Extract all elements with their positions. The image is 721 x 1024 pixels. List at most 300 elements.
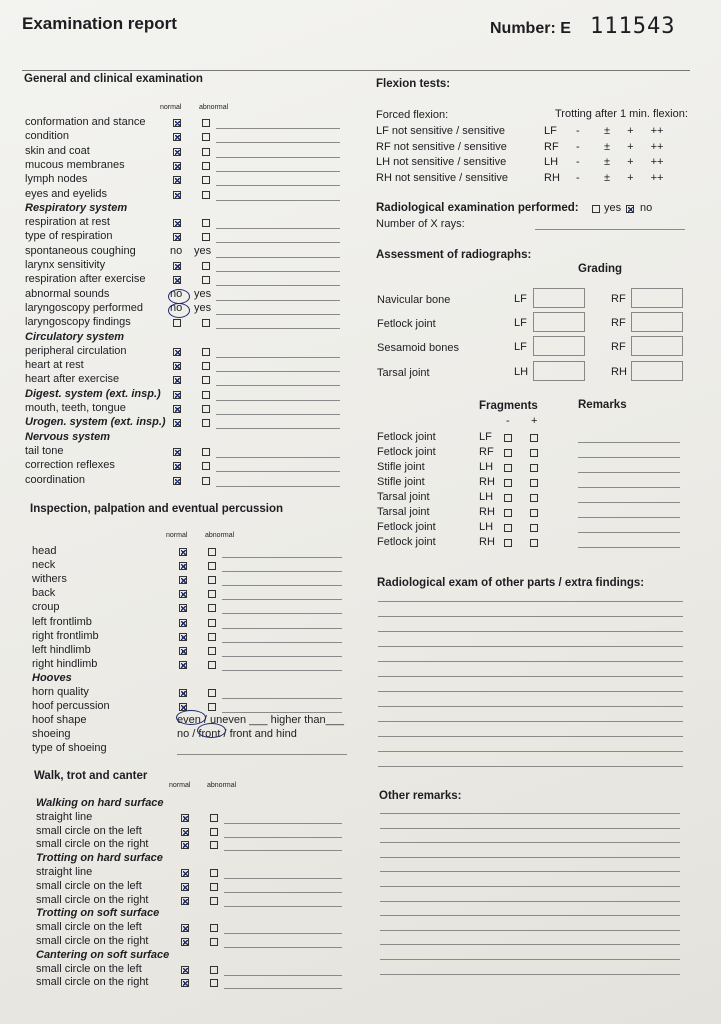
general-col-normal: normal <box>160 104 182 111</box>
row-label: straight line <box>36 866 93 878</box>
remark-line[interactable] <box>222 656 342 657</box>
number-label: Number: E <box>490 20 571 37</box>
radiological-yes-checkbox[interactable] <box>592 205 600 213</box>
flexion-limb: LH <box>544 156 559 169</box>
inspection-col-abnormal: abnormal <box>205 532 235 539</box>
abnormal-checkbox[interactable] <box>208 661 216 669</box>
flexion-row-label: RH not sensitive / sensitive <box>376 171 509 184</box>
no-circle <box>168 289 190 304</box>
fragment-plus-checkbox[interactable] <box>530 509 538 517</box>
row-label: eyes and eyelids <box>25 187 107 200</box>
remarks-heading: Remarks <box>578 399 627 411</box>
assessment-right-limb: RF <box>611 341 626 354</box>
normal-checkbox[interactable] <box>179 576 187 584</box>
row-label: Nervous system <box>25 430 110 443</box>
assessment-right-limb: RF <box>611 317 626 330</box>
other-remarks-line[interactable] <box>380 974 680 975</box>
fragment-plus-checkbox[interactable] <box>530 464 538 472</box>
remark-line[interactable] <box>222 613 342 614</box>
remark-line[interactable] <box>222 642 342 643</box>
remark-line[interactable] <box>216 257 340 258</box>
remark-line[interactable] <box>177 754 347 755</box>
option-yes[interactable]: yes <box>194 301 212 314</box>
normal-checkbox[interactable] <box>181 979 189 987</box>
row-label: laryngoscopy findings <box>25 316 131 329</box>
abnormal-checkbox[interactable] <box>202 462 210 470</box>
abnormal-checkbox[interactable] <box>210 966 218 974</box>
fragment-remark-line[interactable] <box>578 502 680 503</box>
fragment-minus-checkbox[interactable] <box>504 509 512 517</box>
general-heading: General and clinical examination <box>24 73 203 85</box>
flexion-scale[interactable]: ± + ++ <box>604 171 664 184</box>
abnormal-checkbox[interactable] <box>202 162 210 170</box>
abnormal-checkbox[interactable] <box>202 376 210 384</box>
abnormal-checkbox[interactable] <box>202 477 210 485</box>
flexion-row-label: LF not sensitive / sensitive <box>376 125 506 137</box>
assessment-left-limb: LF <box>514 317 527 330</box>
normal-checkbox[interactable] <box>179 562 187 570</box>
abnormal-checkbox[interactable] <box>208 689 216 697</box>
header-divider <box>22 70 690 71</box>
remark-line[interactable] <box>216 414 340 415</box>
other-radiological-heading: Radiological exam of other parts / extra findings: <box>377 577 645 589</box>
normal-checkbox[interactable] <box>181 814 189 822</box>
normal-checkbox[interactable] <box>181 841 189 849</box>
abnormal-checkbox[interactable] <box>202 276 210 284</box>
fragment-limb: LH <box>479 491 494 503</box>
other-remarks-line[interactable] <box>380 842 680 843</box>
normal-checkbox[interactable] <box>181 883 189 891</box>
normal-checkbox[interactable] <box>179 689 187 697</box>
other-remarks-line[interactable] <box>380 959 680 960</box>
normal-checkbox[interactable] <box>173 391 181 399</box>
row-label: hoof percussion <box>32 700 110 713</box>
normal-checkbox[interactable] <box>179 647 187 655</box>
normal-checkbox[interactable] <box>173 448 181 456</box>
normal-checkbox[interactable] <box>181 924 189 932</box>
abnormal-checkbox[interactable] <box>208 703 216 711</box>
row-label: correction reflexes <box>25 459 115 472</box>
fragments-minus: - <box>506 415 510 427</box>
row-label: small circle on the right <box>36 893 149 906</box>
row-label: small circle on the left <box>36 921 142 934</box>
flexion-scale[interactable]: ± + ++ <box>604 156 664 169</box>
grade-box-left[interactable] <box>533 361 585 381</box>
row-label: croup <box>32 601 60 614</box>
row-label: tail tone <box>25 444 64 457</box>
inspection-heading: Inspection, palpation and eventual percussion <box>30 503 284 515</box>
row-label: right hindlimb <box>32 657 98 670</box>
row-label: shoeing <box>32 728 71 741</box>
abnormal-checkbox[interactable] <box>202 348 210 356</box>
row-label: Trotting on hard surface <box>36 852 163 865</box>
remark-line[interactable] <box>222 628 342 629</box>
assessment-row-label: Navicular bone <box>377 294 451 306</box>
fragment-remark-line[interactable] <box>578 487 680 488</box>
fragment-plus-checkbox[interactable] <box>530 449 538 457</box>
other-remarks-line[interactable] <box>380 886 680 887</box>
extra-findings-line[interactable] <box>378 751 683 752</box>
report-number: 111543 <box>590 14 676 39</box>
abnormal-checkbox[interactable] <box>202 191 210 199</box>
option-text[interactable]: no / front / front and hind <box>177 728 297 741</box>
fragment-limb: LH <box>479 461 494 473</box>
extra-findings-line[interactable] <box>378 631 683 632</box>
abnormal-checkbox[interactable] <box>208 576 216 584</box>
remark-line[interactable] <box>224 933 342 934</box>
normal-checkbox[interactable] <box>173 233 181 241</box>
extra-findings-line[interactable] <box>378 601 683 602</box>
abnormal-checkbox[interactable] <box>208 633 216 641</box>
remark-line[interactable] <box>216 357 340 358</box>
fragment-minus-checkbox[interactable] <box>504 434 512 442</box>
abnormal-checkbox[interactable] <box>210 938 218 946</box>
remark-line[interactable] <box>222 698 342 699</box>
grade-box-right[interactable] <box>631 361 683 381</box>
assessment-heading: Assessment of radiographs: <box>376 249 532 261</box>
grade-box-right[interactable] <box>631 336 683 356</box>
extra-findings-line[interactable] <box>378 721 683 722</box>
general-col-abnormal: abnormal <box>199 104 229 111</box>
remark-line[interactable] <box>216 300 340 301</box>
abnormal-checkbox[interactable] <box>202 119 210 127</box>
abnormal-checkbox[interactable] <box>202 219 210 227</box>
normal-checkbox[interactable] <box>173 219 181 227</box>
extra-findings-line[interactable] <box>378 646 683 647</box>
row-label: neck <box>32 559 56 572</box>
abnormal-checkbox[interactable] <box>202 176 210 184</box>
fragment-minus-checkbox[interactable] <box>504 464 512 472</box>
inspection-col-normal: normal <box>166 532 188 539</box>
normal-checkbox[interactable] <box>179 548 187 556</box>
fragment-remark-line[interactable] <box>578 442 680 443</box>
radiological-no-label: no <box>640 202 653 214</box>
remark-line[interactable] <box>216 200 340 201</box>
row-label: left hindlimb <box>32 643 91 656</box>
grading-label: Grading <box>578 263 623 275</box>
fragment-remark-line[interactable] <box>578 517 680 518</box>
remark-line[interactable] <box>216 371 340 372</box>
walk-col-abnormal: abnormal <box>207 782 237 789</box>
row-label: skin and coat <box>25 144 90 157</box>
remark-line[interactable] <box>222 557 342 558</box>
normal-checkbox[interactable] <box>173 462 181 470</box>
option-text[interactable]: even / uneven ___ higher than___ <box>177 714 344 727</box>
other-remarks-line[interactable] <box>380 857 680 858</box>
row-label: condition <box>25 130 70 143</box>
other-remarks-line[interactable] <box>380 871 680 872</box>
row-label: larynx sensitivity <box>25 259 106 271</box>
normal-checkbox[interactable] <box>173 276 181 284</box>
remark-line[interactable] <box>222 585 342 586</box>
abnormal-checkbox[interactable] <box>202 133 210 141</box>
remark-line[interactable] <box>224 878 342 879</box>
remark-line[interactable] <box>216 486 340 487</box>
extra-findings-line[interactable] <box>378 736 683 737</box>
fragment-plus-checkbox[interactable] <box>530 494 538 502</box>
abnormal-checkbox[interactable] <box>202 391 210 399</box>
normal-checkbox[interactable] <box>173 119 181 127</box>
flexion-dash: - <box>576 171 580 184</box>
normal-checkbox[interactable] <box>181 897 189 905</box>
normal-checkbox[interactable] <box>173 477 181 485</box>
abnormal-checkbox[interactable] <box>210 814 218 822</box>
other-remarks-line[interactable] <box>380 944 680 945</box>
extra-findings-line[interactable] <box>378 691 683 692</box>
row-label: heart at rest <box>25 359 84 372</box>
row-label: head <box>32 545 57 557</box>
remark-line[interactable] <box>224 988 342 989</box>
remark-line[interactable] <box>216 171 340 172</box>
fragment-minus-checkbox[interactable] <box>504 494 512 502</box>
fragment-limb: RF <box>479 446 494 458</box>
remark-line[interactable] <box>216 157 340 158</box>
abnormal-checkbox[interactable] <box>210 883 218 891</box>
normal-checkbox[interactable] <box>173 362 181 370</box>
normal-checkbox[interactable] <box>181 966 189 974</box>
fragment-row-label: Fetlock joint <box>377 446 436 458</box>
row-label: back <box>32 587 56 600</box>
grade-box-right[interactable] <box>631 288 683 308</box>
normal-checkbox[interactable] <box>173 191 181 199</box>
remark-line[interactable] <box>224 947 342 948</box>
xrays-line[interactable] <box>535 229 685 230</box>
flexion-scale[interactable]: ± + ++ <box>604 125 664 137</box>
normal-checkbox[interactable] <box>181 828 189 836</box>
fragments-plus: + <box>531 415 538 427</box>
fragment-remark-line[interactable] <box>578 547 680 548</box>
option-yes[interactable]: yes <box>194 287 212 300</box>
remark-line[interactable] <box>216 400 340 401</box>
remark-line[interactable] <box>222 599 342 600</box>
flexion-row-label: LH not sensitive / sensitive <box>376 156 507 169</box>
assessment-right-limb: RF <box>611 293 626 305</box>
row-label: Circulatory system <box>25 330 125 343</box>
abnormal-checkbox[interactable] <box>202 148 210 156</box>
fragment-limb: RH <box>479 506 495 518</box>
option-no[interactable]: no <box>170 301 183 314</box>
row-label: left frontlimb <box>32 615 92 628</box>
remark-line[interactable] <box>216 328 340 329</box>
normal-checkbox[interactable] <box>179 633 187 641</box>
abnormal-checkbox[interactable] <box>208 548 216 556</box>
row-label: Hooves <box>32 671 72 684</box>
flexion-dash: - <box>576 125 580 137</box>
row-label: horn quality <box>32 686 89 698</box>
fragments-heading: Fragments <box>479 400 538 412</box>
assessment-row-label: Tarsal joint <box>377 366 430 379</box>
extra-findings-line[interactable] <box>378 706 683 707</box>
option-no[interactable]: no <box>170 287 183 300</box>
other-remarks-line[interactable] <box>380 813 680 814</box>
fragment-plus-checkbox[interactable] <box>530 524 538 532</box>
remark-line[interactable] <box>216 128 340 129</box>
row-label: small circle on the right <box>36 976 149 989</box>
fragment-plus-checkbox[interactable] <box>530 479 538 487</box>
assessment-right-limb: RH <box>611 365 627 378</box>
other-remarks-line[interactable] <box>380 901 680 902</box>
row-label: Cantering on soft surface <box>36 948 170 961</box>
abnormal-checkbox[interactable] <box>210 924 218 932</box>
fragment-minus-checkbox[interactable] <box>504 479 512 487</box>
remark-line[interactable] <box>216 242 340 243</box>
normal-checkbox[interactable] <box>173 376 181 384</box>
option-no[interactable]: no <box>170 244 183 257</box>
normal-checkbox[interactable] <box>173 419 181 427</box>
abnormal-checkbox[interactable] <box>208 647 216 655</box>
abnormal-checkbox[interactable] <box>202 362 210 370</box>
fragment-minus-checkbox[interactable] <box>504 539 512 547</box>
abnormal-checkbox[interactable] <box>202 262 210 270</box>
assessment-row-label: Sesamoid bones <box>377 342 459 355</box>
abnormal-checkbox[interactable] <box>208 562 216 570</box>
row-label: small circle on the left <box>36 824 142 837</box>
assessment-left-limb: LF <box>514 293 527 305</box>
flexion-limb: LF <box>544 125 557 137</box>
flexion-scale[interactable]: ± + ++ <box>604 140 664 153</box>
normal-checkbox[interactable] <box>173 262 181 270</box>
fragment-row-label: Stifle joint <box>377 476 425 488</box>
trotting-flexion-label: Trotting after 1 min. flexion: <box>555 108 688 120</box>
remark-line[interactable] <box>224 850 342 851</box>
row-label: respiration after exercise <box>25 273 146 286</box>
abnormal-checkbox[interactable] <box>202 448 210 456</box>
walk-col-normal: normal <box>169 782 191 789</box>
row-label: small circle on the right <box>36 935 149 947</box>
normal-checkbox[interactable] <box>173 348 181 356</box>
row-label: laryngoscopy performed <box>25 301 144 314</box>
fragment-remark-line[interactable] <box>578 457 680 458</box>
fragment-minus-checkbox[interactable] <box>504 449 512 457</box>
abnormal-checkbox[interactable] <box>210 841 218 849</box>
remark-line[interactable] <box>224 823 342 824</box>
abnormal-checkbox[interactable] <box>202 233 210 241</box>
fragment-row-label: Stifle joint <box>377 461 425 473</box>
remark-line[interactable] <box>216 142 340 143</box>
abnormal-checkbox[interactable] <box>210 897 218 905</box>
abnormal-checkbox[interactable] <box>210 869 218 877</box>
row-label: mucous membranes <box>25 158 125 171</box>
normal-checkbox[interactable] <box>179 619 187 627</box>
normal-checkbox[interactable] <box>181 938 189 946</box>
abnormal-checkbox[interactable] <box>208 619 216 627</box>
remark-line[interactable] <box>216 185 340 186</box>
other-remarks-heading: Other remarks: <box>379 790 462 802</box>
fragment-limb: RH <box>479 476 495 488</box>
remark-line[interactable] <box>216 228 340 229</box>
flexion-limb: RH <box>544 171 560 184</box>
remark-line[interactable] <box>222 712 342 713</box>
normal-checkbox[interactable] <box>173 405 181 413</box>
walk-heading: Walk, trot and canter <box>34 770 148 782</box>
row-label: abnormal sounds <box>25 287 110 300</box>
row-label: respiration at rest <box>25 216 110 229</box>
row-label: mouth, teeth, tongue <box>25 402 126 414</box>
row-label: Digest. system (ext. insp.) <box>25 387 161 400</box>
extra-findings-line[interactable] <box>378 676 683 677</box>
fragment-minus-checkbox[interactable] <box>504 524 512 532</box>
row-label: spontaneous coughing <box>25 244 136 257</box>
abnormal-checkbox[interactable] <box>202 405 210 413</box>
grade-box-left[interactable] <box>533 288 585 308</box>
abnormal-checkbox[interactable] <box>208 590 216 598</box>
flexion-row-label: RF not sensitive / sensitive <box>376 140 507 153</box>
radiological-performed-label: Radiological examination performed: <box>376 202 579 214</box>
flexion-dash: - <box>576 140 580 153</box>
remark-line[interactable] <box>216 385 340 386</box>
remark-line[interactable] <box>216 457 340 458</box>
row-label: heart after exercise <box>25 373 120 386</box>
grade-box-right[interactable] <box>631 312 683 332</box>
normal-checkbox[interactable] <box>181 869 189 877</box>
remark-line[interactable] <box>216 271 340 272</box>
normal-checkbox[interactable] <box>173 133 181 141</box>
row-label: small circle on the right <box>36 838 149 851</box>
row-label: conformation and stance <box>25 116 146 128</box>
row-label: type of respiration <box>25 230 113 243</box>
remark-line[interactable] <box>224 906 342 907</box>
other-remarks-line[interactable] <box>380 915 680 916</box>
row-label: straight line <box>36 810 93 823</box>
extra-findings-line[interactable] <box>378 766 683 767</box>
normal-checkbox[interactable] <box>173 148 181 156</box>
normal-checkbox[interactable] <box>173 319 181 327</box>
row-label: Trotting on soft surface <box>36 907 160 920</box>
normal-checkbox[interactable] <box>173 176 181 184</box>
abnormal-checkbox[interactable] <box>202 319 210 327</box>
extra-findings-line[interactable] <box>378 661 683 662</box>
fragment-remark-line[interactable] <box>578 472 680 473</box>
fragment-remark-line[interactable] <box>578 532 680 533</box>
remark-line[interactable] <box>224 975 342 976</box>
radiological-no-checkbox[interactable] <box>626 205 634 213</box>
normal-checkbox[interactable] <box>179 604 187 612</box>
other-remarks-line[interactable] <box>380 828 680 829</box>
flexion-limb: RF <box>544 140 559 153</box>
remark-line[interactable] <box>224 837 342 838</box>
remark-line[interactable] <box>216 471 340 472</box>
grade-box-left[interactable] <box>533 336 585 356</box>
radiological-yes-label: yes <box>604 202 622 214</box>
remark-line[interactable] <box>216 428 340 429</box>
extra-findings-line[interactable] <box>378 616 683 617</box>
abnormal-checkbox[interactable] <box>210 828 218 836</box>
row-label: coordination <box>25 473 85 486</box>
remark-line[interactable] <box>216 285 340 286</box>
fragment-limb: LF <box>479 431 492 443</box>
abnormal-checkbox[interactable] <box>210 979 218 987</box>
option-yes[interactable]: yes <box>194 244 212 257</box>
even-circle <box>176 710 206 725</box>
remark-line[interactable] <box>222 571 342 572</box>
row-label: hoof shape <box>32 714 87 727</box>
grade-box-left[interactable] <box>533 312 585 332</box>
assessment-left-limb: LH <box>514 365 529 378</box>
abnormal-checkbox[interactable] <box>208 604 216 612</box>
fragment-plus-checkbox[interactable] <box>530 434 538 442</box>
remark-line[interactable] <box>222 670 342 671</box>
fragment-plus-checkbox[interactable] <box>530 539 538 547</box>
other-remarks-line[interactable] <box>380 930 680 931</box>
normal-checkbox[interactable] <box>173 162 181 170</box>
normal-checkbox[interactable] <box>179 661 187 669</box>
row-label: type of shoeing <box>32 742 107 755</box>
abnormal-checkbox[interactable] <box>202 419 210 427</box>
remark-line[interactable] <box>224 892 342 893</box>
remark-line[interactable] <box>216 314 340 315</box>
fragment-row-label: Fetlock joint <box>377 521 436 533</box>
normal-checkbox[interactable] <box>179 590 187 598</box>
